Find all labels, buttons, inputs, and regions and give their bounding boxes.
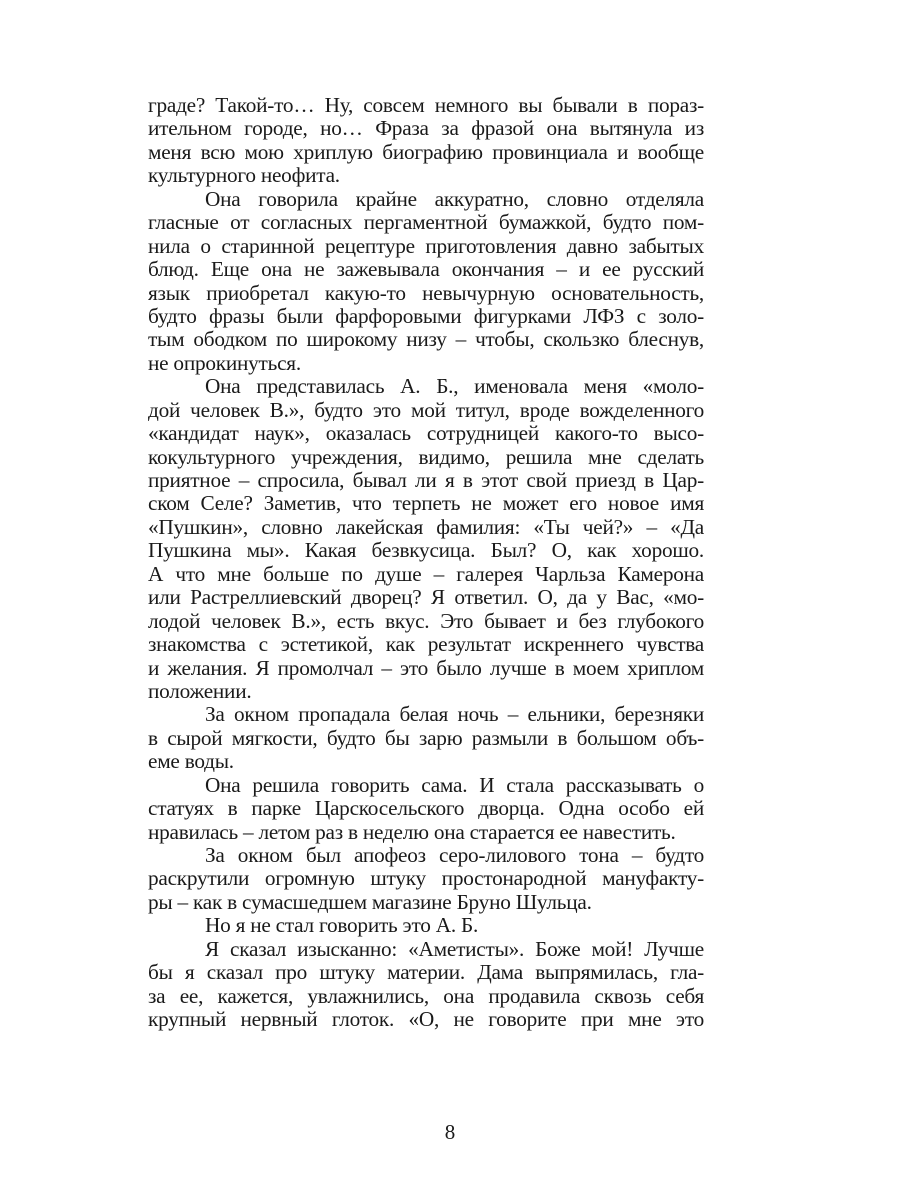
text-line: статуях в парке Царскосельского дворца. Одна особо ей (148, 796, 704, 821)
text-line: Я сказал изысканно: «Аметисты». Боже мой! Лучше (205, 936, 704, 961)
text-line: положении. (148, 678, 252, 703)
text-line: нила о старинной рецептуре приготовления давно забытых (148, 233, 704, 258)
paragraph (148, 914, 704, 937)
body-text (148, 94, 704, 1032)
text-line: культурного неофита. (148, 163, 340, 188)
text-line: и желания. Я промолчал – это было лучше в моем хриплом (148, 655, 704, 680)
paragraph (148, 938, 704, 1032)
paragraph (148, 94, 704, 188)
text-line: кокультурного учреждения, видимо, решила мне сделать (148, 444, 704, 469)
paragraph (148, 375, 704, 703)
text-line: или Растреллиевский дворец? Я ответил. О, да у Вас, «мо- (148, 585, 704, 610)
text-line: гласные от согласных пергаментной бумажкой, будто пом- (148, 210, 704, 235)
paragraph (148, 774, 704, 844)
text-line: в сырой мягкости, будто бы зарю размыли в большом объ- (148, 725, 704, 750)
text-line: За окном был апофеоз серо-лилового тона – будто (205, 843, 704, 867)
paragraph (148, 844, 704, 914)
text-line: Но я не стал говорить это А. Б. (205, 913, 479, 938)
text-line: дой человек В.», будто это мой титул, вроде вожделенного (148, 397, 704, 422)
paragraph (148, 188, 704, 376)
text-line: не опрокинуться. (148, 350, 301, 375)
text-line: тым ободком по широкому низу – чтобы, скользко блеснув, (148, 327, 704, 352)
text-line: ры – как в сумасшедшем магазине Бруно Шульца. (148, 889, 592, 914)
text-line: А что мне больше по душе – галерея Чарльза Камерона (148, 561, 704, 586)
text-line: ительном городе, но… Фраза за фразой она вытянула из (148, 116, 704, 141)
text-line: Она говорила крайне аккуратно, словно отделяла (205, 186, 704, 211)
text-line: лодой человек В.», есть вкус. Это бывает и без глубокого (148, 608, 704, 633)
text-line: граде? Такой-то… Ну, совсем немного вы бывали в пораз- (148, 93, 704, 117)
page-number: 8 (444, 1120, 456, 1144)
text-line: приятное – спросила, бывал ли я в этот свой приезд в Цар- (148, 468, 704, 492)
text-line: раскрутили огромную штуку простонародной мануфакту- (148, 866, 704, 891)
text-line: язык приобретал какую-то невычурную основательность, (148, 280, 704, 305)
text-line: «кандидат наук», оказалась сотрудницей какого-то высо- (148, 421, 704, 446)
text-line: «Пушкин», словно лакейская фамилия: «Ты чей?» – «Да (148, 514, 704, 539)
text-line: Она представилась А. Б., именовала меня «моло- (205, 374, 704, 399)
text-line: Пушкина мы». Какая безвкусица. Был? О, как хорошо. (148, 538, 704, 563)
text-line: еме воды. (148, 749, 234, 774)
text-line: будто фразы были фарфоровыми фигурками ЛФЗ с золо- (148, 303, 704, 328)
text-line: знакомства с эстетикой, как результат искреннего чувства (148, 632, 704, 657)
text-line: блюд. Еще она не зажевывала окончания – и ее русский (148, 257, 704, 282)
text-line: за ее, кажется, увлажнились, она продавила сквозь себя (148, 983, 704, 1008)
text-line: Она решила говорить сама. И стала рассказывать о (205, 772, 704, 797)
text-line: бы я сказал про штуку материи. Дама выпрямилась, гла- (148, 960, 704, 985)
text-line: крупный нервный глоток. «О, не говорите при мне это (148, 1007, 704, 1032)
text-line: ском Селе? Заметив, что терпеть не может его новое имя (148, 491, 704, 516)
text-line: меня всю мою хриплую биографию провинциала и вообще (148, 139, 704, 164)
paragraph (148, 703, 704, 773)
text-line: За окном пропадала белая ночь – ельники, березняки (205, 702, 704, 727)
text-line: нравилась – летом раз в неделю она старается ее навестить. (148, 819, 676, 844)
